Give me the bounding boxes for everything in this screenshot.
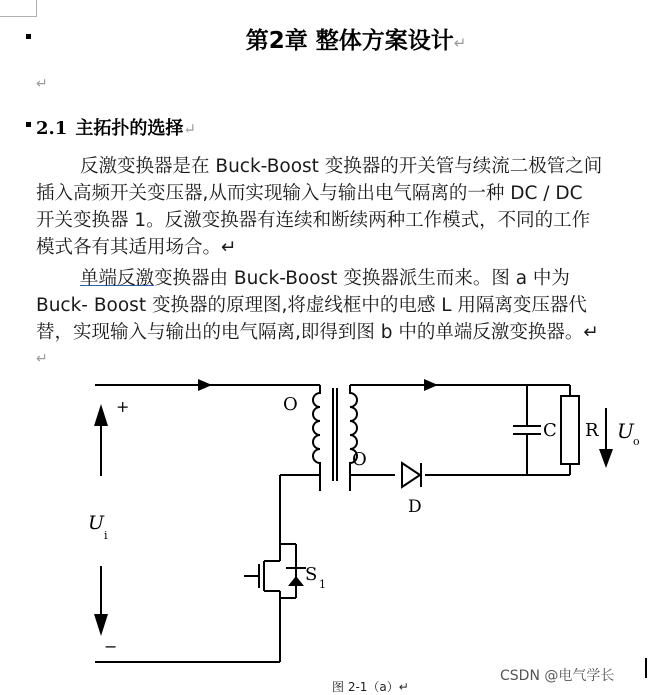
switch-subscript: 1 xyxy=(319,578,326,591)
page-corner-mark xyxy=(0,16,36,17)
resistor-label: R xyxy=(585,420,599,441)
text-line: 插入高频开关变压器,从而实现输入与输出电气隔离的一种 DC / DC xyxy=(36,183,583,204)
diode-symbol xyxy=(402,463,420,487)
paragraph-mark: ↵ xyxy=(36,351,48,367)
output-voltage-subscript: o xyxy=(633,435,640,448)
underlined-term: 单端反激 xyxy=(80,268,155,289)
text-line xyxy=(36,265,653,292)
page-corner-mark-vertical xyxy=(36,0,37,17)
text-line: 模式各有其适用场合。↵ xyxy=(36,237,237,258)
text-line: 替，实现输入与输出的电气隔离,即得到图 b 中的单端反激变换器。↵ xyxy=(36,322,599,343)
input-voltage-label: U xyxy=(88,512,105,534)
input-voltage-arrow-up xyxy=(94,404,108,426)
text-fragment: 变换器由 Buck-Boost 变换器派生而来。图 a 中为 xyxy=(154,268,570,289)
input-voltage-arrow-down xyxy=(94,614,108,636)
chapter-title xyxy=(56,22,653,55)
text-line: 开关变换器 1。反激变换器有连续和断续两种工作模式，不同的工作 xyxy=(36,210,591,231)
csdn-watermark: CSDN @电气学长 xyxy=(500,668,615,684)
switch-body-diode xyxy=(288,576,304,586)
output-voltage-arrow xyxy=(599,449,613,468)
switch-label: S xyxy=(305,564,318,585)
current-arrow-top xyxy=(198,379,212,391)
section-heading xyxy=(36,114,196,140)
flyback-circuit-diagram xyxy=(0,356,653,676)
section-number: 2.1 xyxy=(36,118,68,139)
capacitor-label: C xyxy=(543,420,557,441)
paragraph-mark: ↵ xyxy=(183,120,196,138)
section-bullet xyxy=(26,122,31,127)
output-voltage-label: U xyxy=(617,419,634,443)
current-arrow-output xyxy=(424,379,438,391)
chapter-title-text: 第2章 整体方案设计 xyxy=(245,28,454,54)
primary-dot-label: O xyxy=(283,394,298,415)
paragraph-1 xyxy=(36,153,653,261)
heading-bullet xyxy=(26,34,31,39)
plus-label: + xyxy=(116,397,130,416)
empty-paragraph-mark: ↵ xyxy=(36,76,48,92)
diode-label: D xyxy=(408,497,422,517)
section-title: 主拓扑的选择 xyxy=(75,118,184,139)
secondary-dot-label: O xyxy=(352,449,367,470)
text-cursor xyxy=(645,658,647,678)
text-line: 反激变换器是在 Buck-Boost 变换器的开关管与续流二极管之间 xyxy=(80,156,603,177)
minus-label: − xyxy=(104,637,118,656)
input-voltage-subscript: i xyxy=(104,529,108,542)
paragraph-mark: ↵ xyxy=(453,34,467,52)
figure-caption: 图 2-1（a）↵ xyxy=(332,680,409,694)
load-resistor xyxy=(561,396,579,464)
text-line: Buck- Boost 变换器的原理图,将虚线框中的电感 L 用隔离变压器代 xyxy=(36,295,587,316)
